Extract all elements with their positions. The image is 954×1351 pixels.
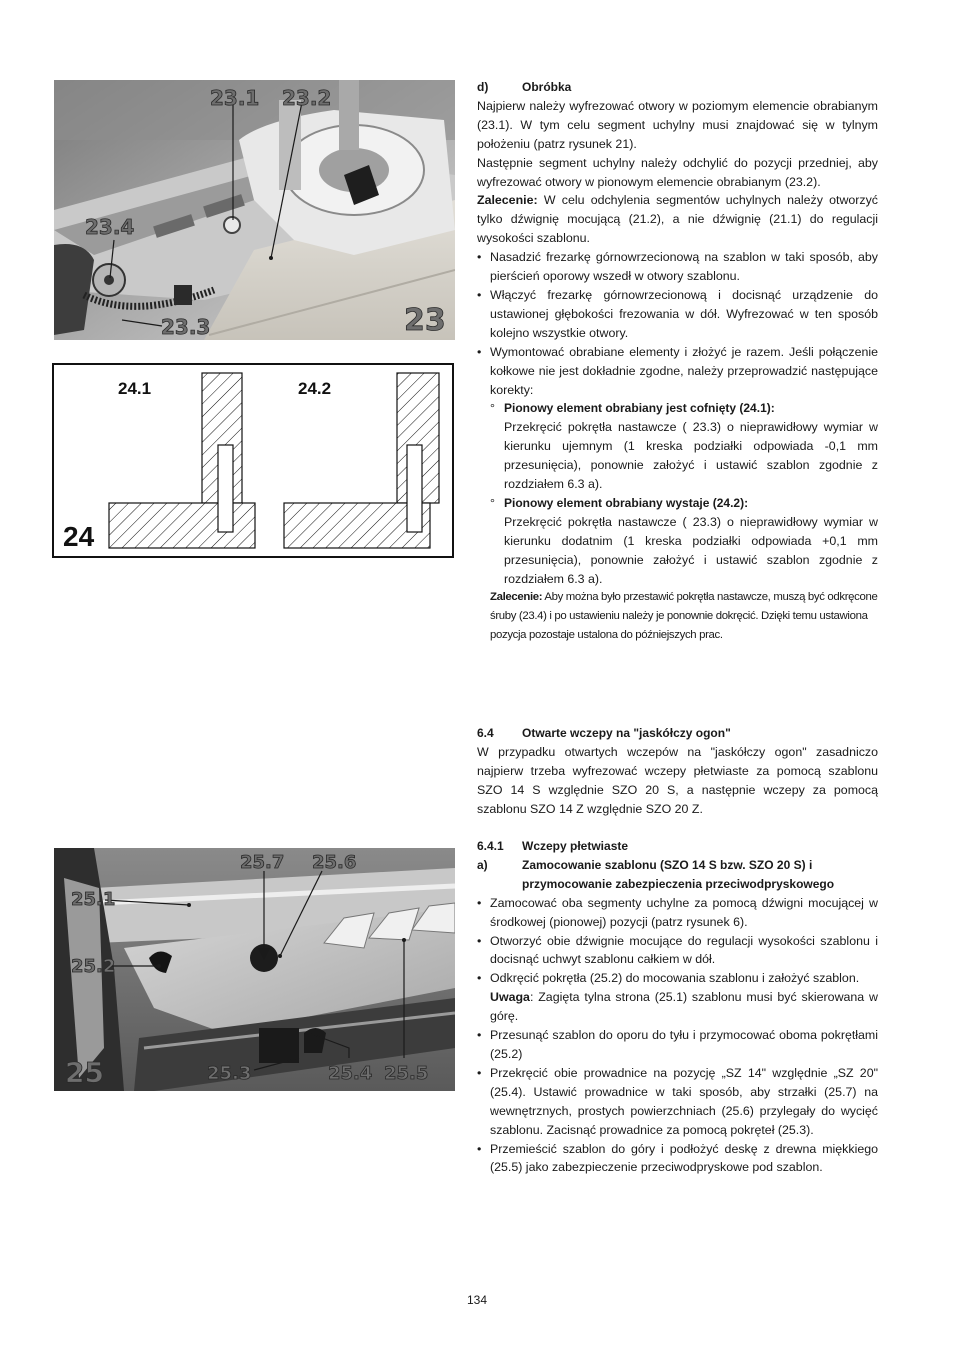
section-d-tip-label: Zalecenie: (477, 193, 538, 208)
list-item: • Przesunąć szablon do oporu do tyłu i przymocować oboma pokrętłami (25.2) (477, 1026, 878, 1064)
fig23-label-23-2: 23.2 (282, 86, 332, 110)
correction-receded (477, 399, 878, 494)
list-item: • Włączyć frezarkę górnowrzecionową i docisnąć urządzenie do ustawionej głębokości frezowania w dół. Wyfrezować w ten sposób kolejno wszystkie otwory. (477, 286, 878, 343)
fig23-label-23-4: 23.4 (85, 215, 135, 239)
section-d-number: d) (477, 80, 489, 94)
correction-protruding-text: Przekręcić pokrętła nastawcze ( 23.3) o nieprawidłowy wymiar w kierunku dodatnim (1 kreska podziałki odpowiada +0,1 mm przesunięcia), ponownie założyć i ustawić szablon zgodnie z rozdziałem 6.3 a). (504, 514, 878, 586)
section-d-heading (477, 78, 878, 97)
fig25-label-25-3: 25.3 (207, 1063, 252, 1084)
degree-marker: ° (490, 401, 495, 416)
subsection-a-heading (477, 856, 878, 894)
section-d (477, 78, 878, 645)
figure-25-photo (54, 848, 455, 1091)
section-d-title: Obróbka (522, 80, 572, 94)
correction-receded-text: Przekręcić pokrętła nastawcze ( 23.3) o nieprawidłowy wymiar w kierunku ujemnym (1 kreska podziałki odpowiada -0,1 mm przesunięcia), ponownie założyć i ustawić szablon zgodnie z rozdziałem 6.3 a). (504, 420, 878, 492)
list-item: • Nasadzić frezarkę górnowrzecionową na szablon w taki sposób, aby pierścień oporowy wszedł w otwory szablonu. (477, 248, 878, 286)
section-6-4-para: W przypadku otwartych wczepów na "jaskółczy ogon" zasadniczo najpierw trzeba wyfrezować wczepy płetwiaste za pomocą szablonu SZO 14 S względnie SZO 20 S, a następnie wczepy za pomocą szablonu SZO 14 Z względnie SZO 20 Z. (477, 744, 878, 816)
section-6-4-1-bullets (477, 894, 878, 989)
list-item: • Otworzyć obie dźwignie mocujące do regulacji wysokości szablonu i docisnąć uchwyt szablonu całkiem w dół. (477, 932, 878, 970)
fig25-label-25-5: 25.5 (384, 1063, 429, 1084)
section-6-4-title: Otwarte wczepy na "jaskółczy ogon" (522, 726, 731, 740)
figure-24-diagram (52, 363, 454, 558)
fig24-number: 24 (63, 521, 95, 552)
section-6-4-1 (477, 837, 878, 1177)
list-item: • Zamocować oba segmenty uchylne za pomocą dźwigni mocującej w środkowej (pionowej) pozycji (patrz rysunek 6). (477, 894, 878, 932)
fig25-number: 25 (65, 1056, 104, 1089)
section-6-4-1-heading (477, 837, 878, 856)
fig25-label-25-6: 25.6 (312, 852, 357, 873)
list-item: • Przemieścić szablon do góry i podłożyć deskę z drewna miękkiego (25.5) jako zabezpieczenie przeciwodpryskowe pod szablon. (477, 1140, 878, 1178)
section-6-4-1-note (477, 988, 878, 1026)
section-d-note-label: Zalecenie: (490, 591, 543, 604)
section-6-4 (477, 724, 878, 819)
fig25-label-25-1: 25.1 (71, 889, 116, 910)
section-d-tip-text: W celu odchylenia segmentów uchylnych należy otworzyć tylko dźwignię mocującą (21.2), a nie dźwignię (21.1) do regulacji wysokości szablonu. (477, 193, 878, 246)
list-item: • Przekręcić obie prowadnice na pozycję „SZ 14" względnie „SZ 20" (25.4). Ustawić prowadnice w taki sposób, aby strzałki (25.7) na wewnętrznych, prostych powierzchniach (25.6) przylegały do wycięć szablonu. Zacisnąć prowadnice za pomocą pokręteł (25.3). (477, 1064, 878, 1140)
fig23-number: 23 (404, 303, 446, 338)
section-d-note-text: Aby można było przestawić pokrętła nastawcze, muszą być odkręcone śruby (23.4) i po ustawieniu należy je ponownie dokręcić. Dzięki temu ustawiona pozycja pozostaje ustalona do późniejszych prac. (490, 591, 878, 642)
section-d-tip (477, 191, 878, 248)
section-d-bullets (477, 248, 878, 399)
section-d-para1: Najpierw należy wyfrezować otwory w poziomym elemencie obrabianym (23.1). W tym celu segment uchylny musi znajdować się w tylnym położeniu (patrz rysunek 21). (477, 98, 878, 151)
subsection-a-title: Zamocowanie szablonu (SZO 14 S bzw. SZO 20 S) i przymocowanie zabezpieczenia przeciwodpryskowego (522, 857, 835, 891)
section-6-4-1-note-label: Uwaga (490, 990, 530, 1005)
section-6-4-heading (477, 724, 878, 743)
fig23-label-23-1: 23.1 (210, 86, 260, 110)
fig24-right-dowel (407, 445, 422, 532)
section-6-4-number: 6.4 (477, 726, 494, 740)
section-d-note (477, 588, 878, 645)
subsection-a-number: a) (477, 857, 488, 872)
degree-marker: ° (490, 495, 495, 510)
correction-protruding-title: Pionowy element obrabiany wystaje (24.2): (504, 495, 749, 510)
fig23-label-23-3: 23.3 (161, 315, 211, 339)
fig24-left-dowel (218, 445, 233, 532)
list-item: • Odkręcić pokrętła (25.2) do mocowania szablonu i założyć szablon. (477, 969, 878, 988)
section-6-4-1-note-text: : Zagięta tylna strona (25.1) szablonu musi być skierowana w górę. (490, 990, 878, 1024)
fig24-label-24-2: 24.2 (298, 379, 332, 398)
section-6-4-1-number: 6.4.1 (477, 839, 504, 853)
list-item: • Wymontować obrabiane elementy i złożyć je razem. Jeśli połączenie kołkowe nie jest dokładnie zgodne, należy przeprowadzić następujące korekty: (477, 343, 878, 400)
section-d-para2: Następnie segment uchylny należy odchylić do pozycji przedniej, aby wyfrezować otwory w pionowym elemencie obrabianym (23.2). (477, 155, 878, 189)
correction-protruding (477, 494, 878, 589)
figure-23-photo (54, 80, 455, 340)
section-6-4-1-bullets-2 (477, 1026, 878, 1177)
fig25-label-25-2: 25.2 (71, 956, 116, 977)
correction-receded-title: Pionowy element obrabiany jest cofnięty (24.1): (504, 401, 775, 416)
section-6-4-1-title: Wczepy płetwiaste (522, 839, 629, 853)
fig24-label-24-1: 24.1 (118, 379, 152, 398)
page-number: 134 (466, 1293, 488, 1307)
fig25-label-25-4: 25.4 (328, 1063, 373, 1084)
fig25-label-25-7: 25.7 (240, 852, 285, 873)
